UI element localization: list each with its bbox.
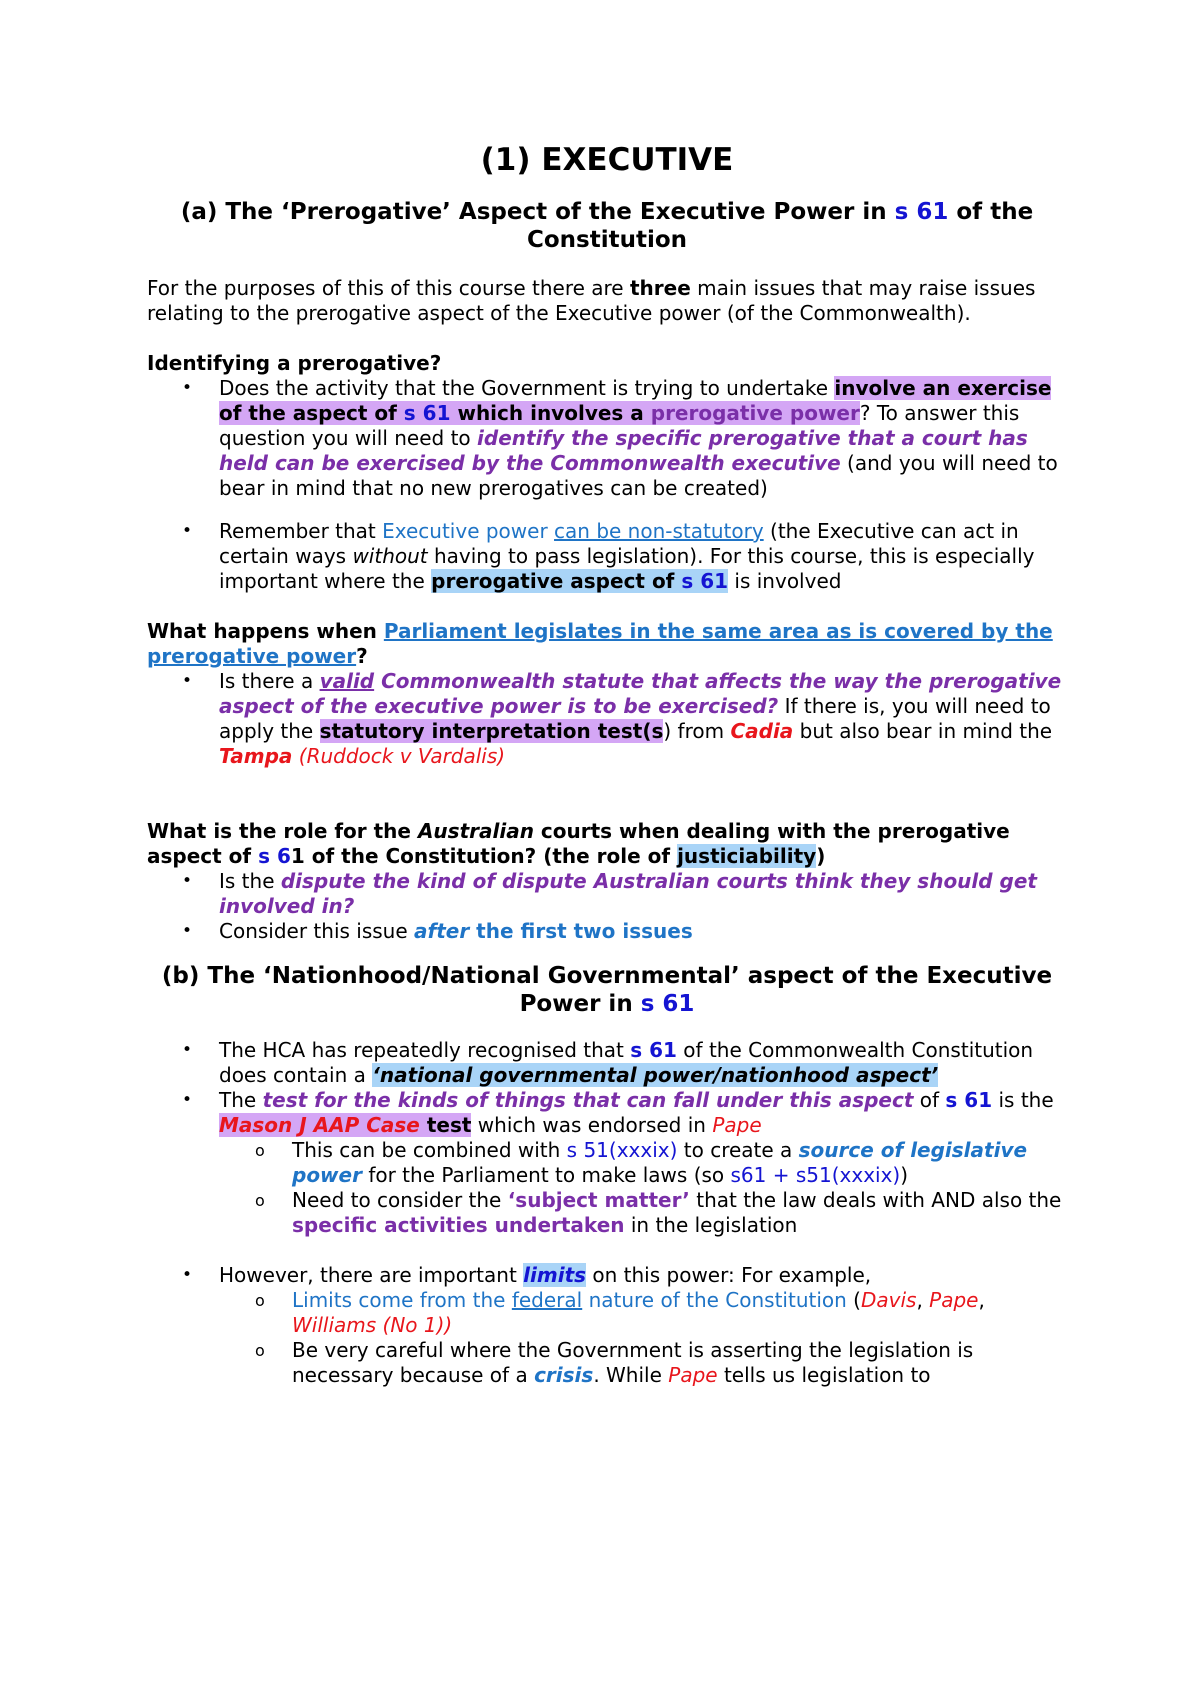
list-item: • Is the dispute the kind of dispute Australian courts think they should get involved in? bbox=[182, 869, 1037, 918]
limits-list bbox=[147, 1263, 1067, 1388]
list-item: • Consider this issue after the first two issues bbox=[182, 919, 693, 943]
intro-paragraph: For the purposes of this of this course there are three main issues that may raise issues relating to the prerogative aspect of the Executive power (of the Commonwealth). bbox=[147, 276, 1036, 325]
bullet-icon: • bbox=[182, 921, 193, 941]
what-happens-list bbox=[147, 669, 1067, 769]
sub-list-item: o This can be combined with s 51(xxxix) to create a source of legislative power for the Parliament to make laws (so s61 + s51(xxxix)) bbox=[255, 1138, 1028, 1187]
bullet-icon: • bbox=[182, 1040, 193, 1060]
role-heading: What is the role for the Australian courts when dealing with the prerogative aspect of s 61 of the Constitution? (the role of justiciability) bbox=[147, 819, 1010, 868]
bullet-icon: • bbox=[182, 871, 193, 891]
nationhood-list bbox=[147, 1038, 1067, 1238]
section-b-heading: (b) The ‘Nationhood/National Governmental’ aspect of the Executive Power in s 61 bbox=[161, 963, 1053, 1017]
list-item: • Does the activity that the Government is trying to undertake involve an exercise of the aspect of s 61 which involves a prerogative power? To answer this question you will need to identify the specific prerogative that a court has held can be exercised by the Commonwealth executive (and you will need to bear in mind that no new prerogatives can be created) bbox=[182, 376, 1058, 500]
sub-list-item: o Need to consider the ‘subject matter’ that the law deals with AND also the specific activities undertaken in the legislation bbox=[255, 1188, 1062, 1237]
list-item: • Remember that Executive power can be non-statutory (the Executive can act in certain ways without having to pass legislation). For this course, this is especially important where the prerogative aspect of s 61 is involved bbox=[182, 519, 1035, 593]
list-item: • However, there are important limits on this power: For example, o Limits come from the federal nature of the Constitution (Davis, Pape, Williams (No 1)) o Be very careful where the Government is asserting the legislation is necessary because of a crisis. While Pape tells us legislation to bbox=[147, 1263, 1067, 1388]
document-body bbox=[147, 140, 1067, 1388]
sub-list-item: o Limits come from the federal nature of the Constitution (Davis, Pape, Williams (No 1)) bbox=[255, 1288, 985, 1337]
role-list bbox=[147, 869, 1067, 944]
circle-bullet-icon: o bbox=[255, 1141, 265, 1160]
list-item: • The HCA has repeatedly recognised that s 61 of the Commonwealth Constitution does contain a ‘national governmental power/nationhood aspect’ bbox=[182, 1038, 1034, 1087]
bullet-icon: • bbox=[182, 1090, 193, 1110]
bullet-icon: • bbox=[182, 671, 193, 691]
list-item: • Is there a valid Commonwealth statute that affects the way the prerogative aspect of the executive power is to be exercised? If there is, you will need to apply the statutory interpretation test(s) from Cadia but also bear in mind the Tampa (Ruddock v Vardalis) bbox=[182, 669, 1062, 768]
remember-list bbox=[147, 519, 1067, 594]
circle-bullet-icon: o bbox=[255, 1341, 265, 1360]
bullet-icon: • bbox=[182, 521, 193, 541]
section-a-heading: (a) The ‘Prerogative’ Aspect of the Executive Power in s 61 of the Constitution bbox=[180, 199, 1034, 253]
bullet-icon: • bbox=[182, 378, 193, 398]
what-happens-heading: What happens when Parliament legislates in the same area as is covered by the prerogative power? bbox=[147, 619, 1053, 668]
circle-bullet-icon: o bbox=[255, 1191, 265, 1210]
identifying-list bbox=[147, 376, 1067, 501]
page-title: (1) EXECUTIVE bbox=[480, 142, 734, 178]
circle-bullet-icon: o bbox=[255, 1291, 265, 1310]
sub-list-item: o Be very careful where the Government is asserting the legislation is necessary because of a crisis. While Pape tells us legislation to bbox=[255, 1338, 974, 1387]
bullet-icon: • bbox=[182, 1265, 193, 1285]
list-item: • The test for the kinds of things that can fall under this aspect of s 61 is the Mason J AAP Case test which was endorsed in Pape o This can be combined with s 51(xxxix) to create a source of legislative power for the Parliament to make laws (so s61 + s51(xxxix)) o Need to consider the ‘subject matter’ that the law deals with AND also the specific activities undertaken in the legislation bbox=[147, 1088, 1067, 1238]
identifying-heading: Identifying a prerogative? bbox=[147, 351, 442, 375]
